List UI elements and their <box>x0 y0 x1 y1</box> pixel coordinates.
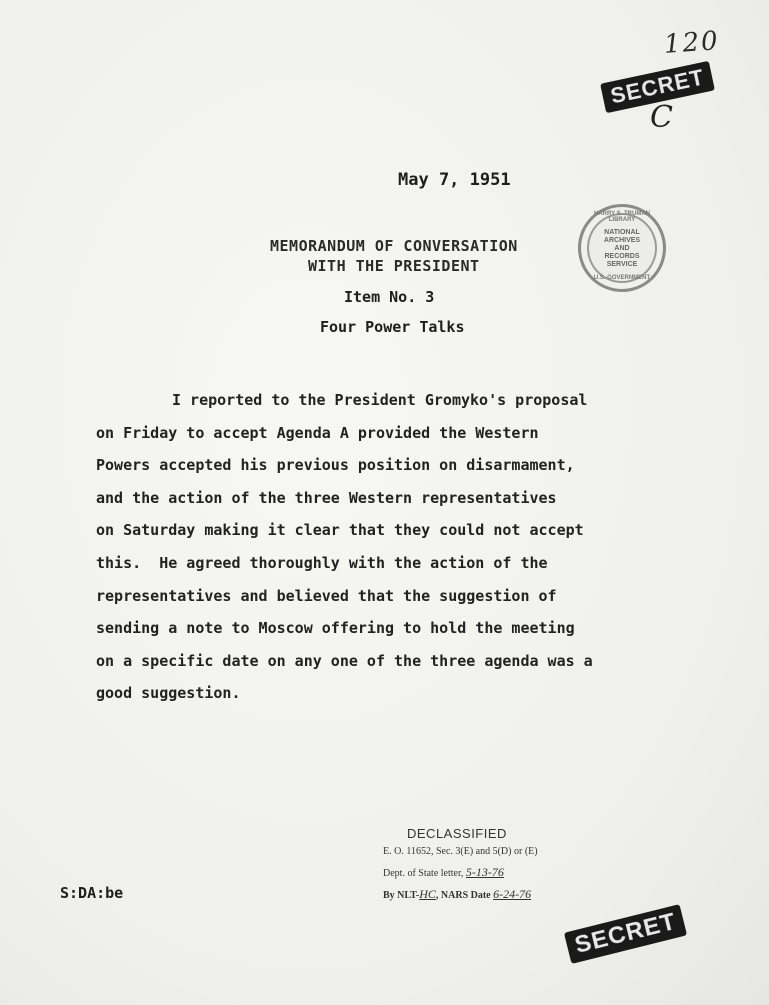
body-line: good suggestion. <box>96 684 241 703</box>
declass-nars-label: , NARS Date <box>435 890 491 901</box>
body-line: this. He agreed thoroughly with the action of the <box>96 553 548 572</box>
handwritten-mark: C <box>650 100 673 135</box>
seal-center-text: NATIONAL ARCHIVES AND RECORDS SERVICE <box>603 229 641 268</box>
body-line: and the action of the three Western representatives <box>96 488 557 507</box>
memo-body <box>96 384 656 710</box>
memo-date: May 7, 1951 <box>398 170 511 190</box>
declass-nars-date: 6-24-76 <box>493 887 532 901</box>
seal-ring-bottom-text: U.S. GOVERNMENT <box>593 275 651 281</box>
declass-initials: HC <box>419 887 436 901</box>
classification-stamp-bottom: SECRET <box>564 904 688 964</box>
page-number: 120 <box>663 26 721 60</box>
declass-letter-line <box>383 862 583 884</box>
body-line: Powers accepted his previous position on disarmament, <box>96 456 575 475</box>
body-line: on Saturday making it clear that they could not accept <box>96 521 584 540</box>
declass-letter-date: 5-13-76 <box>465 865 504 879</box>
memo-title-line1: MEMORANDUM OF CONVERSATION <box>270 237 518 255</box>
item-number: Item No. 3 <box>344 288 435 306</box>
body-line: on Friday to accept Agenda A provided the Western <box>96 423 539 442</box>
typist-initials: S:DA:be <box>60 884 124 902</box>
body-line: on a specific date on any one of the three agenda was a <box>96 651 593 670</box>
declassified-title: DECLASSIFIED <box>407 826 507 841</box>
classification-stamp-top: SECRET <box>600 61 715 113</box>
declassification-stamp <box>383 826 583 906</box>
declass-by-label: By NLT- <box>383 890 420 901</box>
seal-ring-top-text: HARRY S. TRUMAN LIBRARY <box>593 211 650 223</box>
body-line: sending a note to Moscow offering to hold the meeting <box>96 619 575 638</box>
declass-by-line <box>383 884 583 906</box>
memo-subject: Four Power Talks <box>320 318 465 336</box>
body-line: representatives and believed that the suggestion of <box>96 586 557 605</box>
archives-seal-stamp <box>578 204 666 292</box>
declass-authority: E. O. 11652, Sec. 3(E) and 5(D) or (E) <box>383 846 538 857</box>
body-line: I reported to the President Gromyko's proposal <box>172 391 588 409</box>
declass-letter-label: Dept. of State letter, <box>383 868 464 879</box>
memo-title-line2: WITH THE PRESIDENT <box>308 257 480 275</box>
